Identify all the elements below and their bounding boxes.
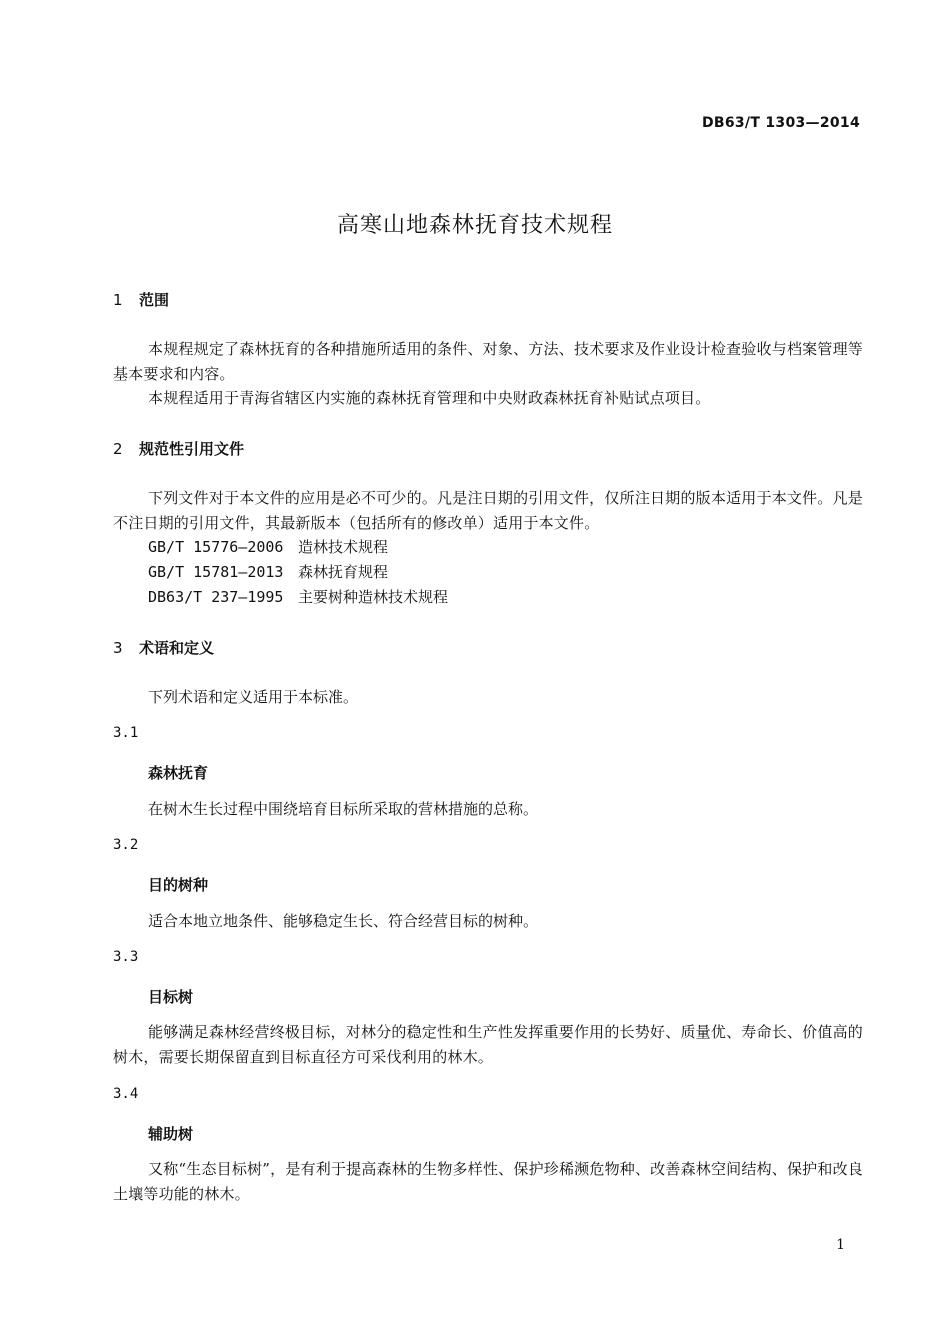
reference-name: 森林抚育规程 (298, 563, 389, 581)
section-number: 1 (113, 291, 123, 309)
section-number: 3 (113, 639, 123, 657)
term-number: 3.1 (113, 725, 139, 741)
reference-code: GB/T 15781—2013 (148, 563, 284, 581)
section-title: 范围 (139, 291, 170, 309)
section-3-paragraph-1: 下列术语和定义适用于本标准。 (148, 688, 359, 706)
term-title: 目标树 (148, 988, 194, 1006)
term-definition: 在树木生长过程中围绕培育目标所采取的营林措施的总称。 (148, 800, 539, 818)
term-definition: 适合本地立地条件、能够稳定生长、符合经营目标的树种。 (148, 912, 539, 930)
page-number: 1 (836, 1237, 845, 1253)
reference-code: GB/T 15776—2006 (148, 538, 284, 556)
section-title: 术语和定义 (139, 639, 215, 657)
reference-name: 主要树种造林技术规程 (298, 588, 449, 606)
reference-code: DB63/T 237—1995 (148, 588, 284, 606)
reference-item (148, 586, 448, 607)
term-number: 3.3 (113, 949, 139, 965)
section-2-heading (113, 438, 244, 459)
document-code: DB63/T 1303—2014 (701, 115, 860, 131)
section-1-paragraph-2: 本规程适用于青海省辖区内实施的森林抚育管理和中央财政森林抚育补贴试点项目。 (148, 389, 711, 407)
term-definition: 又称“生态目标树”，是有利于提高森林的生物多样性、保护珍稀濒危物种、改善森林空间结构、保护和改良土壤等功能的林木。 (113, 1160, 863, 1203)
reference-item (148, 561, 388, 582)
section-3-heading (113, 637, 214, 658)
reference-name: 造林技术规程 (298, 538, 389, 556)
term-title: 辅助树 (148, 1125, 194, 1143)
term-number: 3.2 (113, 837, 139, 853)
term-number: 3.4 (113, 1086, 139, 1102)
term-definition: 能够满足森林经营终极目标，对林分的稳定性和生产性发挥重要作用的长势好、质量优、寿命长、价值高的树木，需要长期保留直到目标直径方可采伐利用的林木。 (113, 1023, 863, 1066)
section-number: 2 (113, 440, 123, 458)
document-title: 高寒山地森林抚育技术规程 (336, 213, 613, 238)
section-title: 规范性引用文件 (139, 440, 245, 458)
reference-item (148, 536, 388, 557)
term-title: 森林抚育 (148, 764, 209, 782)
section-1-paragraph-1: 本规程规定了森林抚育的各种措施所适用的条件、对象、方法、技术要求及作业设计检查验收与档案管理等基本要求和内容。 (113, 340, 863, 383)
section-2-paragraph-1: 下列文件对于本文件的应用是必不可少的。凡是注日期的引用文件，仅所注日期的版本适用于本文件。凡是不注日期的引用文件，其最新版本（包括所有的修改单）适用于本文件。 (113, 489, 863, 532)
term-title: 目的树种 (148, 876, 209, 894)
section-1-heading (113, 289, 169, 310)
